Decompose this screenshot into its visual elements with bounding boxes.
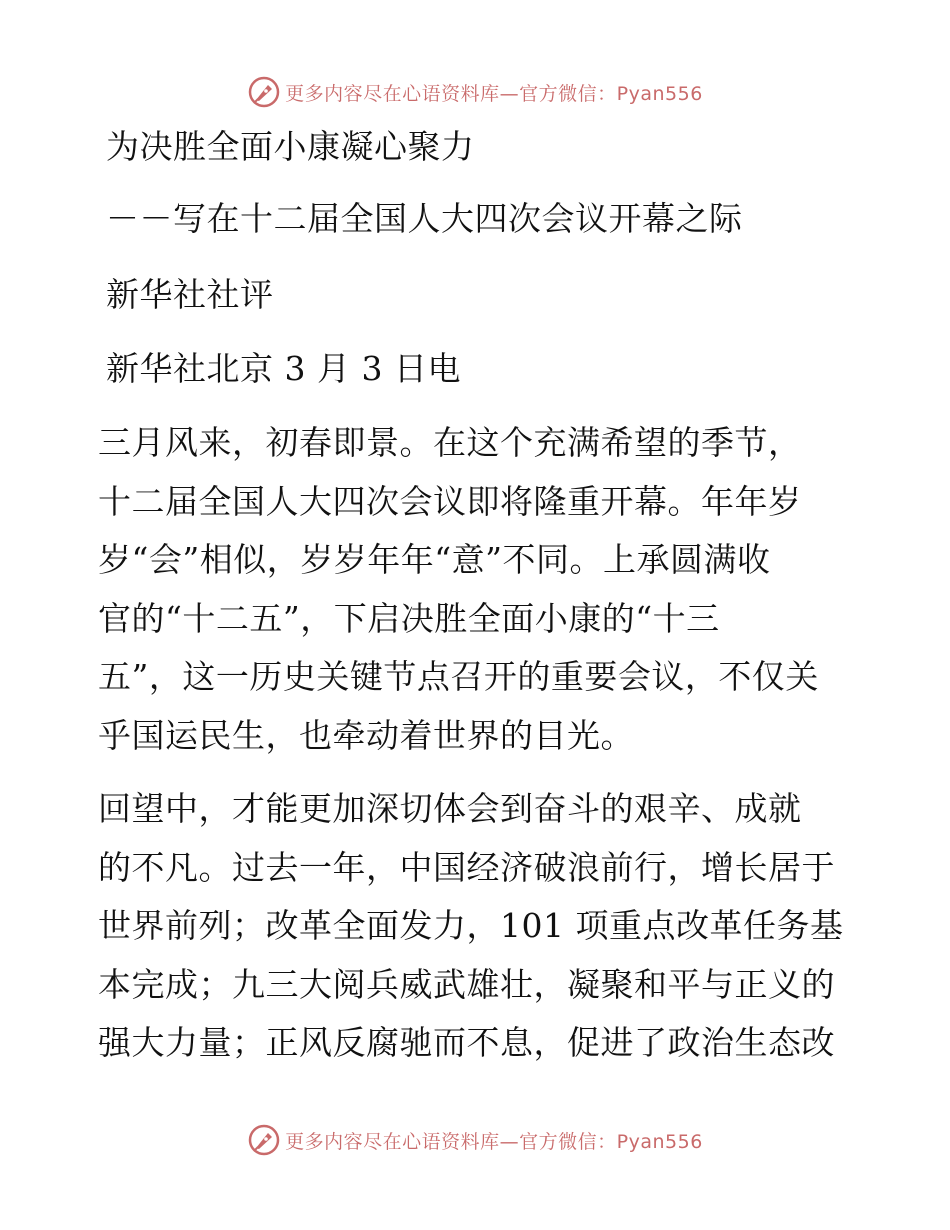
paragraph-2 [98,780,850,1073]
paragraph-line: 强大力量；正风反腐驰而不息，促进了政治生态改 [98,1023,835,1062]
document-dateline: 新华社北京 3 月 3 日电 [106,349,461,388]
paragraph-1 [98,414,850,765]
document-subtitle: －－写在十二届全国人大四次会议开幕之际 [106,199,743,238]
paragraph-line: 本完成；九三大阅兵威武雄壮，凝聚和平与正义的 [98,964,835,1004]
paragraph-line: 乎国运民生，也牵动着世界的目光。 [98,715,634,755]
paragraph-line: 五”，这一历史关键节点召开的重要会议，不仅关 [98,657,819,696]
watermark-text: 更多内容尽在心语资料库—官方微信：Pyan556 [285,82,703,105]
paragraph-line: 官的“十二五”，下启决胜全面小康的“十三 [98,598,720,638]
paragraph-line: 十二届全国人大四次会议即将隆重开幕。年年岁 [98,481,802,521]
document-title: 为决胜全面小康凝心聚力 [106,127,475,166]
watermark-text: 更多内容尽在心语资料库—官方微信：Pyan556 [285,1130,703,1153]
paragraph-line: 世界前列；改革全面发力，101 项重点改革任务基 [98,906,844,945]
header-watermark [0,72,950,112]
document-byline: 新华社社评 [106,275,274,314]
fountain-pen-nib-icon [247,75,281,109]
paragraph-line: 回望中，才能更加深切体会到奋斗的艰辛、成就 [98,789,802,828]
paragraph-line: 的不凡。过去一年，中国经济破浪前行，增长居于 [98,847,835,887]
fountain-pen-nib-icon [247,1123,281,1157]
paragraph-line: 岁“会”相似，岁岁年年“意”不同。上承圆满收 [98,540,771,579]
footer-watermark [0,1120,950,1160]
paragraph-line: 三月风来，初春即景。在这个充满希望的季节， [98,423,802,462]
